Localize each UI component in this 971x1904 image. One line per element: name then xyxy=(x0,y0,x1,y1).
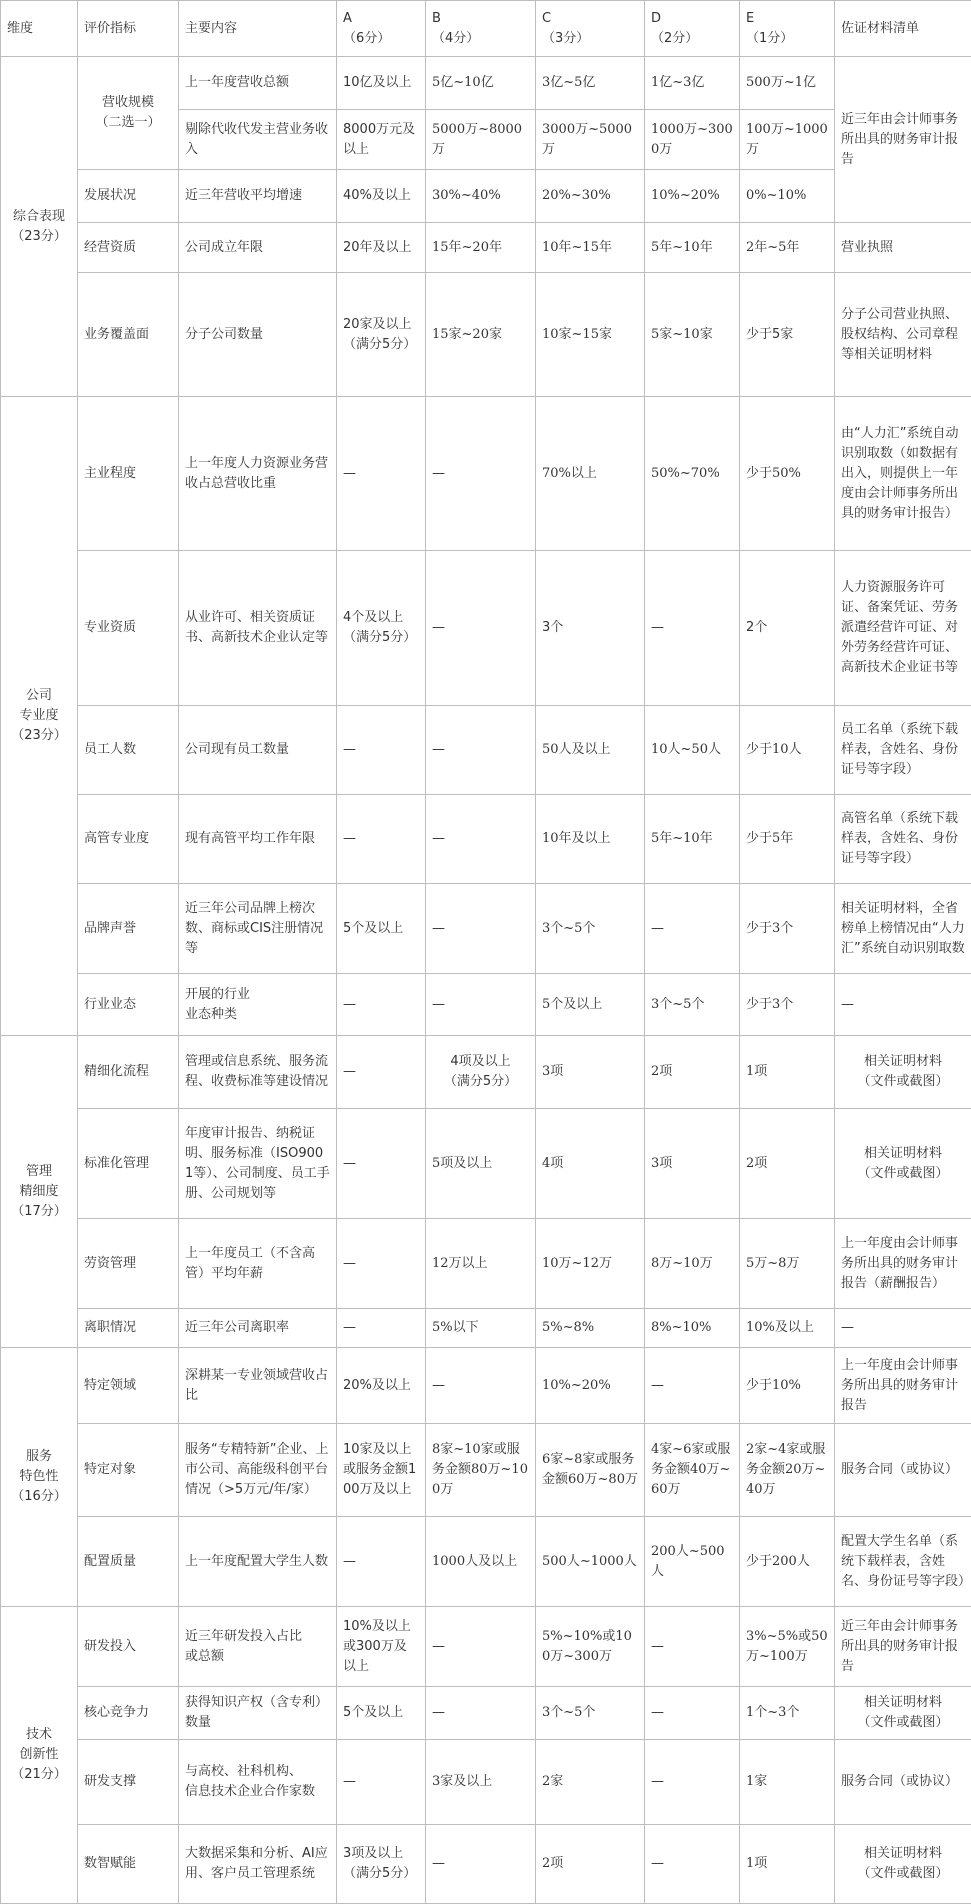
table-cell: — xyxy=(426,1687,536,1740)
table-cell: — xyxy=(337,1740,426,1825)
table-cell: 3项 xyxy=(536,1036,645,1109)
header-level-d: D （2分） xyxy=(645,1,740,57)
table-cell: 分子公司数量 xyxy=(179,273,337,397)
table-cell: 主业程度 xyxy=(78,397,179,551)
table-row xyxy=(1,170,971,223)
table-cell: 50%~70% xyxy=(645,397,740,551)
table-cell: 3个~5个 xyxy=(536,884,645,974)
table-cell: 相关证明材料 （文件或截图） xyxy=(835,1825,971,1904)
table-cell: 15家~20家 xyxy=(426,273,536,397)
table-cell: 20家及以上 （满分5分） xyxy=(337,273,426,397)
table-cell: 少于10% xyxy=(740,1348,835,1424)
table-cell: 上一年度人力资源业务营收占总营收比重 xyxy=(179,397,337,551)
table-cell: 大数据采集和分析、AI应用、客户员工管理系统 xyxy=(179,1825,337,1904)
table-cell: 2项 xyxy=(740,1109,835,1219)
table-cell: 1家 xyxy=(740,1740,835,1825)
table-cell: 高管名单（系统下载样表，含姓名、身份证号等字段） xyxy=(835,795,971,884)
table-row xyxy=(1,223,971,273)
table-cell: 5年~10年 xyxy=(645,223,740,273)
table-cell: — xyxy=(645,884,740,974)
table-cell: 服务“专精特新”企业、上市公司、高能级科创平台情况（>5万元/年/家） xyxy=(179,1424,337,1517)
table-cell: — xyxy=(426,1825,536,1904)
table-cell: 1亿~3亿 xyxy=(645,57,740,110)
table-cell: 4个及以上 （满分5分） xyxy=(337,551,426,706)
table-row xyxy=(1,1424,971,1517)
table-cell: — xyxy=(645,551,740,706)
table-cell: 公司成立年限 xyxy=(179,223,337,273)
table-row xyxy=(1,1348,971,1424)
table-cell: 相关证明材料，全省榜单上榜情况由“人力汇”系统自动识别取数 xyxy=(835,884,971,974)
table-cell: 上一年度员工（不含高管）平均年薪 xyxy=(179,1219,337,1309)
header-level-a: A （6分） xyxy=(337,1,426,57)
table-cell: 200人~500人 xyxy=(645,1517,740,1607)
table-cell: 近三年营收平均增速 xyxy=(179,170,337,223)
table-cell: 2个 xyxy=(740,551,835,706)
table-cell: — xyxy=(426,706,536,795)
table-row xyxy=(1,1219,971,1309)
table-cell: 剔除代收代发主营业务收入 xyxy=(179,110,337,170)
table-row xyxy=(1,795,971,884)
table-cell: 2项 xyxy=(645,1036,740,1109)
table-cell: 3项 xyxy=(645,1109,740,1219)
table-cell: 30%~40% xyxy=(426,170,536,223)
table-cell: 10年~15年 xyxy=(536,223,645,273)
table-row xyxy=(1,1309,971,1348)
table-cell: 70%以上 xyxy=(536,397,645,551)
table-cell: 50人及以上 xyxy=(536,706,645,795)
table-cell: 6家~8家或服务金额60万~80万 xyxy=(536,1424,645,1517)
table-row xyxy=(1,1687,971,1740)
table-cell: 5%以下 xyxy=(426,1309,536,1348)
table-cell: 20年及以上 xyxy=(337,223,426,273)
table-cell: 10家~15家 xyxy=(536,273,645,397)
table-cell: 5家~10家 xyxy=(645,273,740,397)
table-cell: 10亿及以上 xyxy=(337,57,426,110)
table-cell: — xyxy=(835,974,971,1036)
table-cell: 1000人及以上 xyxy=(426,1517,536,1607)
table-row xyxy=(1,1109,971,1219)
table-cell: 10家及以上或服务金额100万及以上 xyxy=(337,1424,426,1517)
table-cell: 少于50% xyxy=(740,397,835,551)
table-cell: 5万~8万 xyxy=(740,1219,835,1309)
table-cell: 少于3个 xyxy=(740,884,835,974)
table-cell: 5000万~8000万 xyxy=(426,110,536,170)
table-cell: 品牌声誉 xyxy=(78,884,179,974)
table-cell: 10%及以上或300万及以上 xyxy=(337,1607,426,1687)
table-cell: 公司现有员工数量 xyxy=(179,706,337,795)
table-cell: — xyxy=(337,706,426,795)
table-cell: 3个 xyxy=(536,551,645,706)
table-cell: 15年~20年 xyxy=(426,223,536,273)
table-cell: 发展状况 xyxy=(78,170,179,223)
table-cell: 年度审计报告、纳税证明、服务标准（ISO9001等）、公司制度、员工手册、公司规划等 xyxy=(179,1109,337,1219)
table-cell: 近三年研发投入占比 或总额 xyxy=(179,1607,337,1687)
table-cell: 5%~10%或100万~300万 xyxy=(536,1607,645,1687)
table-cell: 服务 特色性 （16分） xyxy=(1,1348,78,1607)
table-cell: — xyxy=(426,397,536,551)
table-cell: — xyxy=(645,1687,740,1740)
table-cell: — xyxy=(337,1109,426,1219)
header-evidence-list: 佐证材料清单 xyxy=(835,1,971,57)
table-cell: — xyxy=(337,974,426,1036)
table-cell: 精细化流程 xyxy=(78,1036,179,1109)
table-cell: 相关证明材料 （文件或截图） xyxy=(835,1036,971,1109)
table-cell: 由“人力汇”系统自动识别取数（如数据有出入，则提供上一年度由会计师事务所出具的财务审计报告） xyxy=(835,397,971,551)
table-cell: 相关证明材料 （文件或截图） xyxy=(835,1687,971,1740)
table-cell: 综合表现 （23分） xyxy=(1,57,78,397)
table-cell: 近三年由会计师事务所出具的财务审计报告 xyxy=(835,1607,971,1687)
table-cell: 10人~50人 xyxy=(645,706,740,795)
table-cell: — xyxy=(645,1740,740,1825)
table-cell: 经营资质 xyxy=(78,223,179,273)
table-cell: — xyxy=(426,551,536,706)
table-cell: 5个及以上 xyxy=(536,974,645,1036)
table-cell: 相关证明材料 （文件或截图） xyxy=(835,1109,971,1219)
table-cell: — xyxy=(835,1309,971,1348)
table-cell: 从业许可、相关资质证书、高新技术企业认定等 xyxy=(179,551,337,706)
table-cell: 配置大学生名单（系统下载样表，含姓名、身份证号等字段） xyxy=(835,1517,971,1607)
table-cell: 少于5年 xyxy=(740,795,835,884)
table-cell: 业务覆盖面 xyxy=(78,273,179,397)
table-cell: 人力资源服务许可证、备案凭证、劳务派遣经营许可证、对外劳务经营许可证、高新技术企业证书等 xyxy=(835,551,971,706)
table-row xyxy=(1,1825,971,1904)
table-cell: 500万~1亿 xyxy=(740,57,835,110)
table-cell: 500人~1000人 xyxy=(536,1517,645,1607)
table-cell: 4项及以上 （满分5分） xyxy=(426,1036,536,1109)
table-cell: 2项 xyxy=(536,1825,645,1904)
table-cell: 少于200人 xyxy=(740,1517,835,1607)
table-cell: 少于3个 xyxy=(740,974,835,1036)
table-cell: — xyxy=(426,884,536,974)
header-main-content: 主要内容 xyxy=(179,1,337,57)
table-cell: 特定对象 xyxy=(78,1424,179,1517)
table-cell: 上一年度配置大学生人数 xyxy=(179,1517,337,1607)
table-cell: 近三年公司离职率 xyxy=(179,1309,337,1348)
table-cell: 1项 xyxy=(740,1036,835,1109)
table-cell: 研发投入 xyxy=(78,1607,179,1687)
table-cell: 服务合同（或协议） xyxy=(835,1424,971,1517)
table-cell: — xyxy=(426,1348,536,1424)
table-cell: 少于5家 xyxy=(740,273,835,397)
table-cell: — xyxy=(645,1348,740,1424)
table-cell: 高管专业度 xyxy=(78,795,179,884)
table-cell: 管理 精细度 （17分） xyxy=(1,1036,78,1348)
table-cell: 3项及以上 （满分5分） xyxy=(337,1825,426,1904)
table-cell: 8%~10% xyxy=(645,1309,740,1348)
table-cell: — xyxy=(645,1825,740,1904)
table-cell: 研发支撑 xyxy=(78,1740,179,1825)
table-cell: 4项 xyxy=(536,1109,645,1219)
table-row xyxy=(1,273,971,397)
table-cell: 0%~10% xyxy=(740,170,835,223)
table-row xyxy=(1,1740,971,1825)
table-cell: 行业业态 xyxy=(78,974,179,1036)
table-cell: 5亿~10亿 xyxy=(426,57,536,110)
table-cell: 3亿~5亿 xyxy=(536,57,645,110)
table-cell: 标准化管理 xyxy=(78,1109,179,1219)
table-cell: 1000万~3000万 xyxy=(645,110,740,170)
table-cell: — xyxy=(337,397,426,551)
table-cell: 管理或信息系统、服务流程、收费标准等建设情况 xyxy=(179,1036,337,1109)
table-cell: 开展的行业 业态种类 xyxy=(179,974,337,1036)
table-cell: 技术 创新性 （21分） xyxy=(1,1607,78,1904)
table-cell: 2家~4家或服务金额20万~40万 xyxy=(740,1424,835,1517)
table-cell: 4家~6家或服务金额40万~60万 xyxy=(645,1424,740,1517)
table-cell: 8万~10万 xyxy=(645,1219,740,1309)
table-cell: 分子公司营业执照、股权结构、公司章程等相关证明材料 xyxy=(835,273,971,397)
table-cell: 100万~1000万 xyxy=(740,110,835,170)
table-cell: 40%及以上 xyxy=(337,170,426,223)
table-cell: 营业执照 xyxy=(835,223,971,273)
table-row xyxy=(1,974,971,1036)
table-body xyxy=(1,57,971,1904)
table-row xyxy=(1,397,971,551)
table-row xyxy=(1,884,971,974)
table-cell: — xyxy=(645,1607,740,1687)
table-cell: — xyxy=(337,795,426,884)
header-level-b: B （4分） xyxy=(426,1,536,57)
table-cell: 3个~5个 xyxy=(536,1687,645,1740)
header-dimension: 维度 xyxy=(1,1,78,57)
table-row xyxy=(1,1517,971,1607)
table-cell: 配置质量 xyxy=(78,1517,179,1607)
table-cell: 数智赋能 xyxy=(78,1825,179,1904)
table-row xyxy=(1,706,971,795)
table-cell: — xyxy=(337,1517,426,1607)
table-cell: 2家 xyxy=(536,1740,645,1825)
table-cell: 上一年度由会计师事务所出具的财务审计报告（薪酬报告） xyxy=(835,1219,971,1309)
table-cell: — xyxy=(426,974,536,1036)
table-cell: 1个~3个 xyxy=(740,1687,835,1740)
table-cell: 专业资质 xyxy=(78,551,179,706)
table-cell: 近三年由会计师事务所出具的财务审计报告 xyxy=(835,57,971,223)
table-cell: 5项及以上 xyxy=(426,1109,536,1219)
table-cell: 深耕某一专业领域营收占比 xyxy=(179,1348,337,1424)
header-indicator: 评价指标 xyxy=(78,1,179,57)
table-cell: 5个及以上 xyxy=(337,884,426,974)
table-cell: 3000万~5000万 xyxy=(536,110,645,170)
table-cell: 员工人数 xyxy=(78,706,179,795)
table-cell: 10%及以上 xyxy=(740,1309,835,1348)
table-cell: 获得知识产权（含专利）数量 xyxy=(179,1687,337,1740)
table-cell: 5年~10年 xyxy=(645,795,740,884)
table-cell: 与高校、社科机构、 信息技术企业合作家数 xyxy=(179,1740,337,1825)
table-cell: 10万~12万 xyxy=(536,1219,645,1309)
table-cell: 现有高管平均工作年限 xyxy=(179,795,337,884)
table-cell: 8000万元及以上 xyxy=(337,110,426,170)
table-cell: — xyxy=(337,1309,426,1348)
table-cell: 10年及以上 xyxy=(536,795,645,884)
table-cell: 10%~20% xyxy=(645,170,740,223)
table-cell: 12万以上 xyxy=(426,1219,536,1309)
header-level-c: C （3分） xyxy=(536,1,645,57)
table-cell: 员工名单（系统下载样表，含姓名、身份证号等字段） xyxy=(835,706,971,795)
table-cell: 近三年公司品牌上榜次数、商标或CIS注册情况等 xyxy=(179,884,337,974)
table-cell: 服务合同（或协议） xyxy=(835,1740,971,1825)
table-cell: — xyxy=(337,1036,426,1109)
header-level-e: E （1分） xyxy=(740,1,835,57)
table-cell: — xyxy=(426,1607,536,1687)
table-cell: — xyxy=(426,795,536,884)
table-cell: 上一年度由会计师事务所出具的财务审计报告 xyxy=(835,1348,971,1424)
table-row xyxy=(1,1607,971,1687)
table-cell: 营收规模 （二选一） xyxy=(78,57,179,170)
table-cell: 5%~8% xyxy=(536,1309,645,1348)
table-row xyxy=(1,1036,971,1109)
table-cell: 公司 专业度 （23分） xyxy=(1,397,78,1036)
table-cell: 10%~20% xyxy=(536,1348,645,1424)
table-cell: 8家~10家或服务金额80万~100万 xyxy=(426,1424,536,1517)
table-cell: 5个及以上 xyxy=(337,1687,426,1740)
table-cell: 少于10人 xyxy=(740,706,835,795)
table-cell: 2年~5年 xyxy=(740,223,835,273)
table-cell: 核心竞争力 xyxy=(78,1687,179,1740)
table-cell: 3家及以上 xyxy=(426,1740,536,1825)
table-cell: 3个~5个 xyxy=(645,974,740,1036)
table-cell: 20%及以上 xyxy=(337,1348,426,1424)
table-cell: 3%~5%或50万~100万 xyxy=(740,1607,835,1687)
table-cell: 20%~30% xyxy=(536,170,645,223)
table-row xyxy=(1,57,971,110)
table-cell: 上一年度营收总额 xyxy=(179,57,337,110)
table-cell: 1项 xyxy=(740,1825,835,1904)
table-cell: 离职情况 xyxy=(78,1309,179,1348)
table-header-row xyxy=(1,1,971,57)
table-cell: — xyxy=(337,1219,426,1309)
table-cell: 劳资管理 xyxy=(78,1219,179,1309)
table-row xyxy=(1,551,971,706)
table-cell: 特定领域 xyxy=(78,1348,179,1424)
